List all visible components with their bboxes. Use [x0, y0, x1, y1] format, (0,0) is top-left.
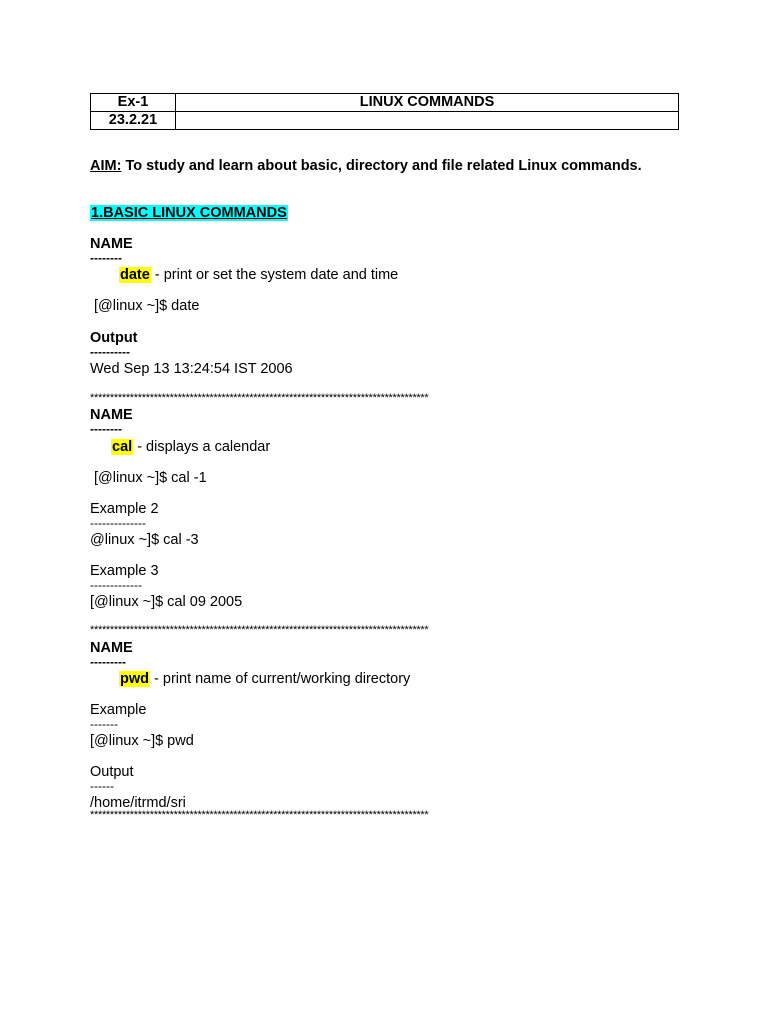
pwd-name-label: NAME	[90, 640, 133, 656]
date-description-line	[119, 268, 398, 283]
section-heading	[90, 206, 288, 221]
cal-example-3-rule: -------------	[90, 578, 142, 592]
date-output-label: Output	[90, 330, 138, 346]
date-output-rule: ----------	[90, 345, 130, 359]
cal-name-label: NAME	[90, 407, 133, 423]
cal-example-2: @linux ~]$ cal -3	[90, 532, 199, 548]
section-title: 1.BASIC LINUX COMMANDS	[91, 205, 287, 221]
exercise-number: Ex-1	[91, 94, 176, 112]
date-example: [@linux ~]$ date	[94, 298, 200, 314]
header-table	[90, 93, 679, 130]
pwd-description: - print name of current/working directory	[150, 671, 411, 687]
date-output: Wed Sep 13 13:24:54 IST 2006	[90, 361, 293, 377]
pwd-example-rule: -------	[90, 717, 118, 731]
pwd-output-label: Output	[90, 764, 134, 780]
header-empty-cell	[176, 112, 679, 130]
cal-example-3: [@linux ~]$ cal 09 2005	[90, 594, 243, 610]
aim-text: To study and learn about basic, directory and file related Linux commands.	[121, 158, 642, 174]
cal-example-2-rule: --------------	[90, 516, 146, 530]
pwd-output-rule: ------	[90, 779, 114, 793]
exercise-date: 23.2.21	[91, 112, 176, 130]
aim-line	[90, 159, 642, 174]
pwd-example-label: Example	[90, 702, 147, 718]
date-name-rule: --------	[90, 251, 122, 265]
cal-example-1: [@linux ~]$ cal -1	[94, 470, 207, 486]
pwd-name-rule: ---------	[90, 655, 126, 669]
date-name-label: NAME	[90, 236, 133, 252]
cal-description: - displays a calendar	[133, 439, 271, 455]
cal-description-line	[111, 440, 270, 455]
separator-1: *************************************************************************************	[90, 392, 429, 404]
pwd-description-line	[119, 672, 410, 687]
cal-example-3-label: Example 3	[90, 563, 159, 579]
date-keyword: date	[120, 267, 150, 283]
cal-name-rule: --------	[90, 422, 122, 436]
pwd-keyword: pwd	[120, 671, 149, 687]
pwd-output: /home/itrmd/sri	[90, 795, 186, 811]
cal-example-2-label: Example 2	[90, 501, 159, 517]
date-description: - print or set the system date and time	[150, 267, 399, 283]
aim-label: AIM:	[90, 158, 122, 174]
document-title: LINUX COMMANDS	[176, 94, 679, 112]
cal-keyword: cal	[112, 439, 133, 455]
separator-3: *************************************************************************************	[90, 809, 429, 821]
pwd-example: [@linux ~]$ pwd	[90, 733, 194, 749]
separator-2: *************************************************************************************	[90, 624, 429, 636]
